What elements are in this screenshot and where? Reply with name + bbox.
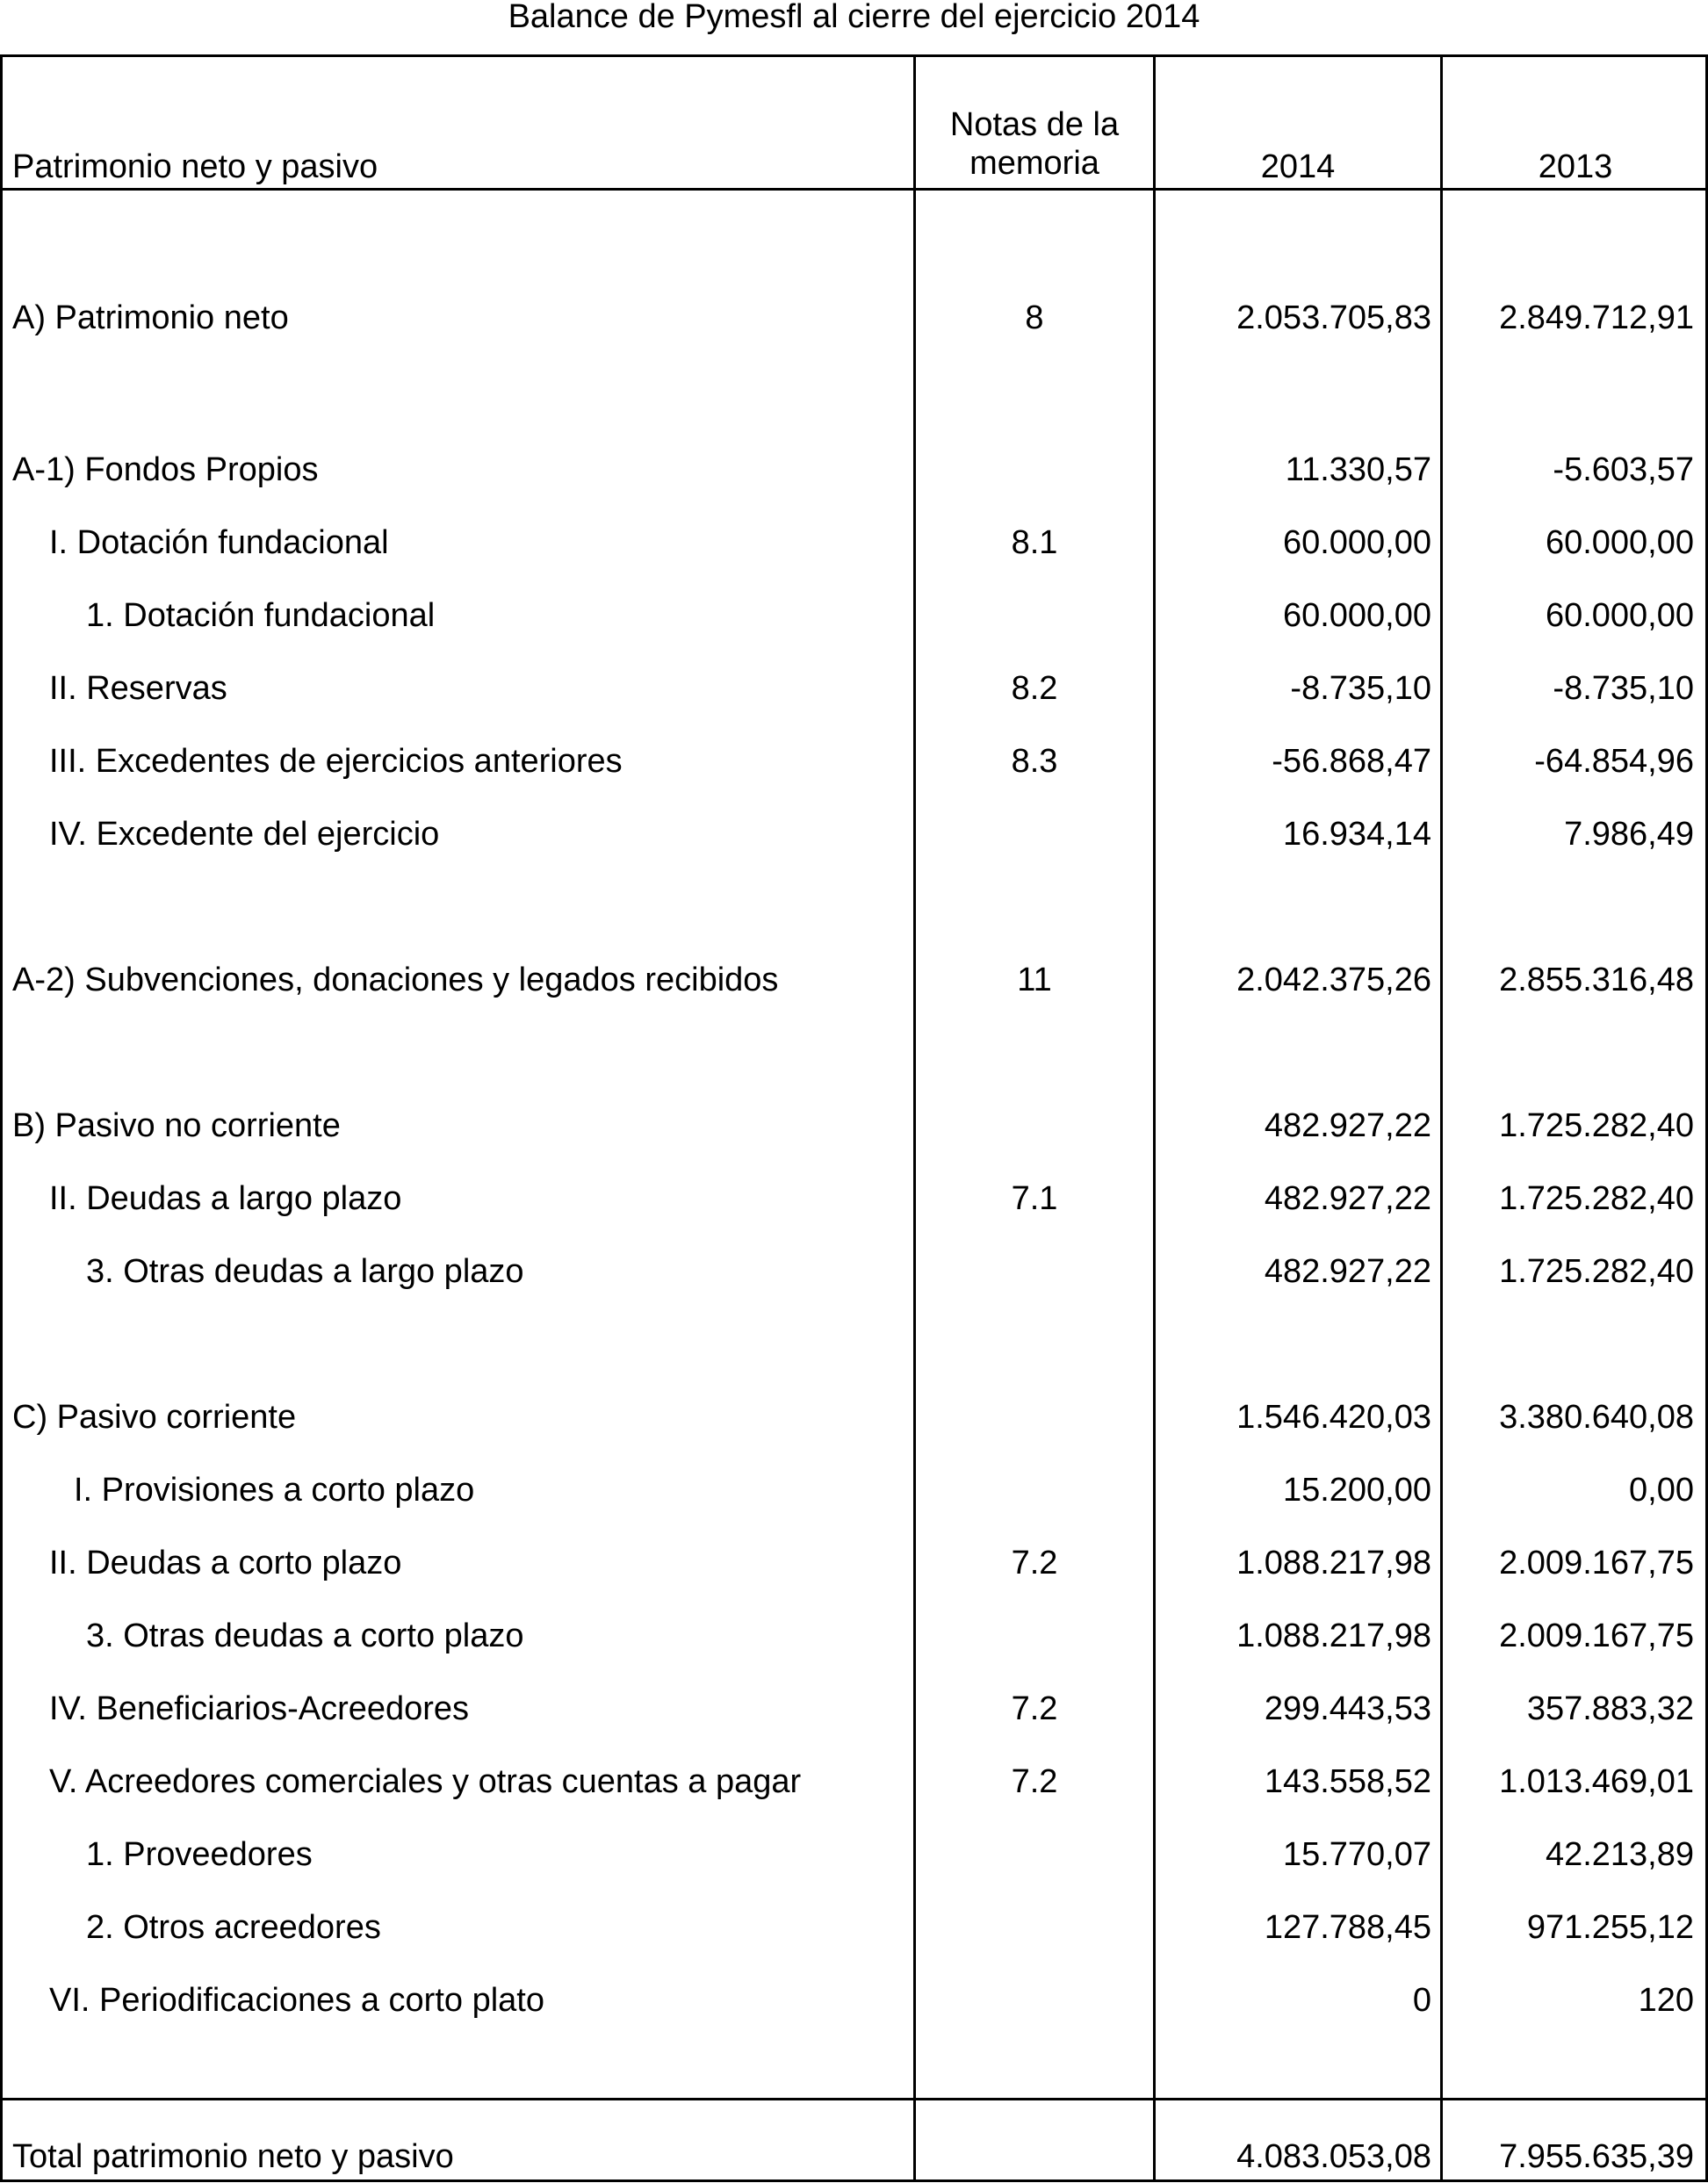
row-label: B) Pasivo no corriente <box>12 1107 341 1144</box>
table-row <box>0 1755 1708 1808</box>
total-value-2013: 7.955.635,39 <box>1499 2138 1694 2175</box>
row-label: 2. Otros acreedores <box>86 1909 381 1946</box>
row-value-2013: 1.725.282,40 <box>1499 1180 1694 1217</box>
table-row <box>0 1974 1708 2027</box>
row-value-2014: 0 <box>1412 1982 1431 2019</box>
row-value-2013: 42.213,89 <box>1545 1836 1694 1873</box>
row-value-2013: -64.854,96 <box>1534 743 1694 780</box>
row-note: 8 <box>1025 299 1044 336</box>
row-value-2014: 127.788,45 <box>1264 1909 1431 1946</box>
table-row <box>0 1610 1708 1662</box>
table-row <box>0 292 1708 344</box>
row-value-2013: 7.986,49 <box>1564 816 1694 853</box>
row-value-2013: 0,00 <box>1629 1472 1694 1509</box>
row-label: V. Acreedores comerciales y otras cuentas a pagar <box>49 1763 802 1800</box>
total-divider <box>0 2098 1708 2100</box>
row-value-2014: 16.934,14 <box>1282 816 1431 853</box>
table-row <box>0 1172 1708 1225</box>
row-value-2013: 3.380.640,08 <box>1499 1399 1694 1436</box>
table-row <box>0 589 1708 642</box>
row-value-2013: 60.000,00 <box>1545 524 1694 561</box>
row-label: I. Provisiones a corto plazo <box>74 1472 475 1509</box>
row-label: 1. Dotación fundacional <box>86 597 436 634</box>
row-label: C) Pasivo corriente <box>12 1399 297 1436</box>
table-row <box>0 1537 1708 1589</box>
table-row <box>0 662 1708 715</box>
row-value-2013: 1.013.469,01 <box>1499 1763 1694 1800</box>
row-label: IV. Beneficiarios-Acreedores <box>49 1690 470 1727</box>
total-value-2014: 4.083.053,08 <box>1236 2138 1431 2175</box>
header-divider <box>0 188 1708 191</box>
row-value-2014: 15.200,00 <box>1282 1472 1431 1509</box>
row-value-2013: 357.883,32 <box>1526 1690 1694 1727</box>
row-label: II. Deudas a largo plazo <box>49 1180 402 1217</box>
table-row <box>0 1391 1708 1444</box>
row-label: A-2) Subvenciones, donaciones y legados recibidos <box>12 962 779 998</box>
total-row <box>0 2130 1708 2183</box>
row-value-2013: 2.009.167,75 <box>1499 1545 1694 1581</box>
row-label: VI. Periodificaciones a corto plato <box>49 1982 544 2019</box>
row-value-2014: 60.000,00 <box>1282 524 1431 561</box>
row-note: 8.3 <box>1011 743 1058 780</box>
row-value-2014: 15.770,07 <box>1282 1836 1431 1873</box>
row-value-2014: 299.443,53 <box>1264 1690 1431 1727</box>
row-value-2013: 1.725.282,40 <box>1499 1107 1694 1144</box>
table-row <box>0 1245 1708 1298</box>
total-label: Total patrimonio neto y pasivo <box>12 2138 454 2175</box>
row-value-2014: 482.927,22 <box>1264 1253 1431 1290</box>
table-row <box>0 443 1708 496</box>
table-row <box>0 1464 1708 1517</box>
row-label: 3. Otras deudas a corto plazo <box>86 1617 524 1654</box>
row-value-2014: 2.053.705,83 <box>1236 299 1431 336</box>
row-note: 7.2 <box>1011 1763 1058 1800</box>
row-value-2013: 120 <box>1638 1982 1694 2019</box>
row-note: 7.1 <box>1011 1180 1058 1217</box>
row-label: 1. Proveedores <box>86 1836 313 1873</box>
row-note: 11 <box>1017 962 1052 998</box>
row-note: 8.1 <box>1011 524 1058 561</box>
table-row <box>0 735 1708 788</box>
row-value-2014: 482.927,22 <box>1264 1107 1431 1144</box>
header-year-2014: 2014 <box>1260 148 1336 185</box>
table-row <box>0 1682 1708 1735</box>
row-value-2014: -8.735,10 <box>1290 670 1431 707</box>
row-value-2014: 1.088.217,98 <box>1236 1617 1431 1654</box>
row-label: I. Dotación fundacional <box>49 524 389 561</box>
document-title: Balance de Pymesfl al cierre del ejercicio 2014 <box>508 0 1200 35</box>
table-row <box>0 808 1708 861</box>
row-note: 8.2 <box>1011 670 1058 707</box>
row-value-2013: 60.000,00 <box>1545 597 1694 634</box>
row-label: A-1) Fondos Propios <box>12 451 319 488</box>
table-row <box>0 954 1708 1006</box>
table-row <box>0 516 1708 569</box>
row-label: II. Reservas <box>49 670 227 707</box>
row-label: 3. Otras deudas a largo plazo <box>86 1253 524 1290</box>
row-value-2014: 60.000,00 <box>1282 597 1431 634</box>
table-row <box>0 1099 1708 1152</box>
row-value-2013: 1.725.282,40 <box>1499 1253 1694 1290</box>
row-value-2014: 143.558,52 <box>1264 1763 1431 1800</box>
row-value-2013: 2.009.167,75 <box>1499 1617 1694 1654</box>
row-note: 7.2 <box>1011 1690 1058 1727</box>
table-row <box>0 1828 1708 1881</box>
row-note: 7.2 <box>1011 1545 1058 1581</box>
row-value-2014: 482.927,22 <box>1264 1180 1431 1217</box>
row-value-2013: 2.849.712,91 <box>1499 299 1694 336</box>
row-label: II. Deudas a corto plazo <box>49 1545 402 1581</box>
row-value-2014: 2.042.375,26 <box>1236 962 1431 998</box>
row-value-2014: 11.330,57 <box>1285 451 1431 488</box>
header-notes-line2: memoria <box>969 145 1099 182</box>
row-value-2013: 971.255,12 <box>1526 1909 1694 1946</box>
row-value-2013: -5.603,57 <box>1553 451 1694 488</box>
row-value-2013: 2.855.316,48 <box>1499 962 1694 998</box>
row-value-2014: 1.088.217,98 <box>1236 1545 1431 1581</box>
row-label: III. Excedentes de ejercicios anteriores <box>49 743 623 780</box>
header-year-2013: 2013 <box>1538 148 1613 185</box>
table-row <box>0 1901 1708 1954</box>
row-value-2014: 1.546.420,03 <box>1236 1399 1431 1436</box>
header-notes-line1: Notas de la <box>949 106 1120 143</box>
row-value-2014: -56.868,47 <box>1272 743 1431 780</box>
header-concept: Patrimonio neto y pasivo <box>12 148 378 185</box>
row-label: A) Patrimonio neto <box>12 299 289 336</box>
row-value-2013: -8.735,10 <box>1553 670 1694 707</box>
row-label: IV. Excedente del ejercicio <box>49 816 440 853</box>
